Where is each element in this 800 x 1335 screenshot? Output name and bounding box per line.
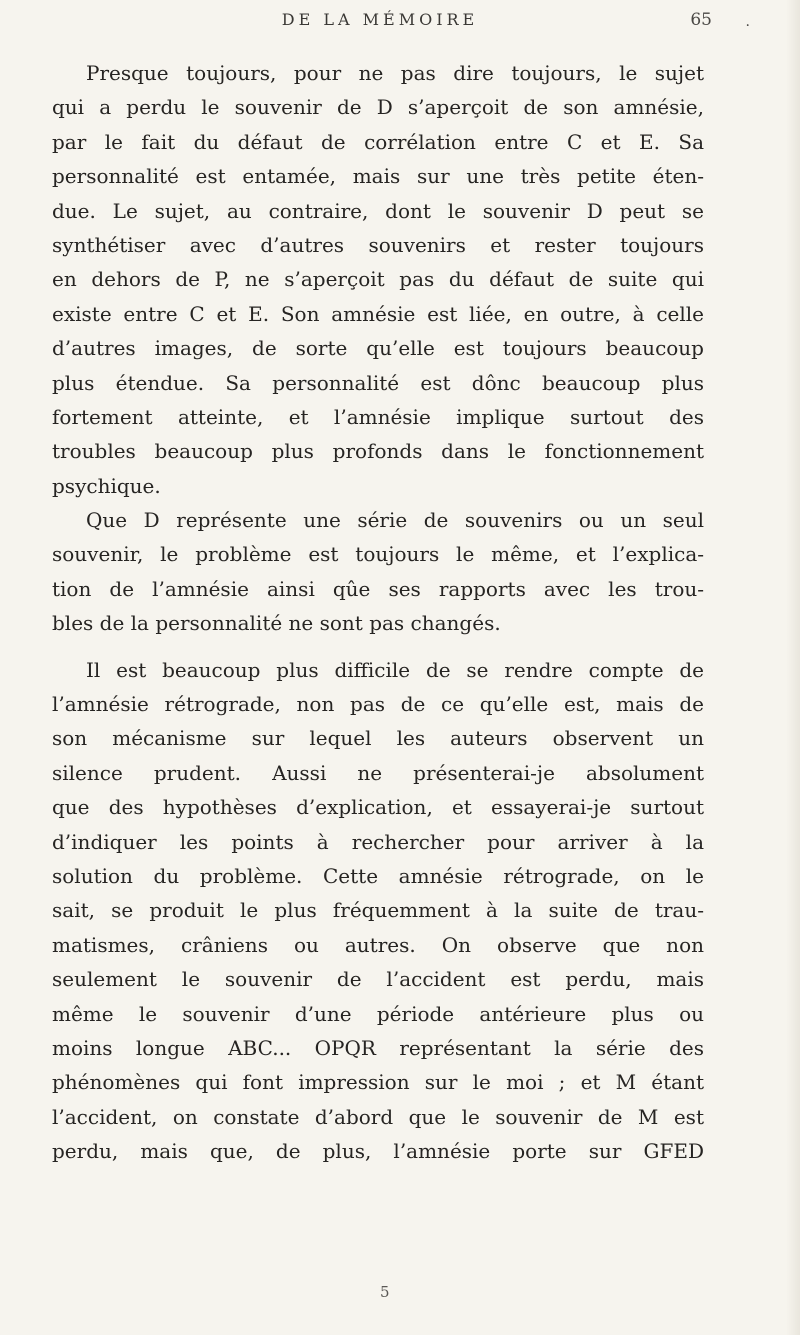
text-line: souvenir, le problème est toujours le même, et l’explica- bbox=[52, 542, 704, 567]
page-edge-shadow bbox=[786, 0, 800, 1335]
text-line: existe entre C et E. Son amnésie est liée, en outre, à celle bbox=[52, 301, 704, 326]
text-line: bles de la personnalité ne sont pas changés. bbox=[52, 611, 501, 636]
text-line: d’autres images, de sorte qu’elle est toujours beaucoup bbox=[52, 336, 704, 361]
running-head bbox=[40, 10, 750, 36]
text-line: troubles beaucoup plus profonds dans le fonctionnement bbox=[52, 439, 704, 464]
text-line: personnalité est entamée, mais sur une très petite éten- bbox=[52, 164, 704, 189]
text-line: en dehors de P, ne s’aperçoit pas du défaut de suite qui bbox=[52, 267, 704, 292]
text-line: perdu, mais que, de plus, l’amnésie porte sur GFED bbox=[52, 1139, 704, 1164]
text-line: l’amnésie rétrograde, non pas de ce qu’elle est, mais de bbox=[52, 692, 704, 717]
text-line: Presque toujours, pour ne pas dire toujours, le sujet bbox=[86, 61, 704, 85]
text-line: d’indiquer les points à rechercher pour arriver à la bbox=[52, 829, 704, 854]
text-line: solution du problème. Cette amnésie rétrograde, on le bbox=[52, 863, 704, 888]
paragraph bbox=[52, 653, 704, 1169]
paragraph bbox=[52, 56, 704, 503]
header-mark: . bbox=[745, 14, 750, 30]
signature-mark: 5 bbox=[380, 1283, 390, 1301]
paragraph bbox=[52, 503, 704, 641]
text-line: moins longue ABC... OPQR représentant la série des bbox=[52, 1035, 704, 1060]
text-line: Il est beaucoup plus difficile de se rendre compte de bbox=[86, 657, 704, 682]
text-line: que des hypothèses d’explication, et essayerai-je surtout bbox=[52, 795, 704, 820]
paragraph-gap bbox=[52, 641, 704, 653]
text-line: par le fait du défaut de corrélation entre C et E. Sa bbox=[52, 129, 704, 154]
text-line: qui a perdu le souvenir de D s’aperçoit de son amnésie, bbox=[52, 95, 704, 120]
text-line: seulement le souvenir de l’accident est perdu, mais bbox=[52, 967, 704, 992]
text-line: tion de l’amnésie ainsi qûe ses rapports avec les trou- bbox=[52, 576, 704, 601]
text-line: sait, se produit le plus fréquemment à la suite de trau- bbox=[52, 898, 704, 923]
running-head-title: DE LA MÉMOIRE bbox=[281, 10, 479, 29]
text-line: synthétiser avec d’autres souvenirs et rester toujours bbox=[52, 232, 704, 257]
text-line: même le souvenir d’une période antérieure plus ou bbox=[52, 1001, 704, 1026]
text-line: son mécanisme sur lequel les auteurs observent un bbox=[52, 726, 704, 751]
text-line: due. Le sujet, au contraire, dont le souvenir D peut se bbox=[52, 198, 704, 223]
text-line: matismes, crâniens ou autres. On observe que non bbox=[52, 932, 704, 957]
text-line: fortement atteinte, et l’amnésie implique surtout des bbox=[52, 404, 704, 429]
page-number: 65 bbox=[690, 10, 712, 30]
text-line: silence prudent. Aussi ne présenterai-je absolument bbox=[52, 760, 704, 785]
text-line: psychique. bbox=[52, 473, 161, 498]
text-line: phénomènes qui font impression sur le moi ; et M étant bbox=[52, 1070, 704, 1095]
text-line: plus étendue. Sa personnalité est dônc beaucoup plus bbox=[52, 370, 704, 395]
text-line: l’accident, on constate d’abord que le souvenir de M est bbox=[52, 1104, 704, 1129]
body-text bbox=[52, 56, 704, 1169]
text-line: Que D représente une série de souvenirs ou un seul bbox=[86, 508, 704, 533]
